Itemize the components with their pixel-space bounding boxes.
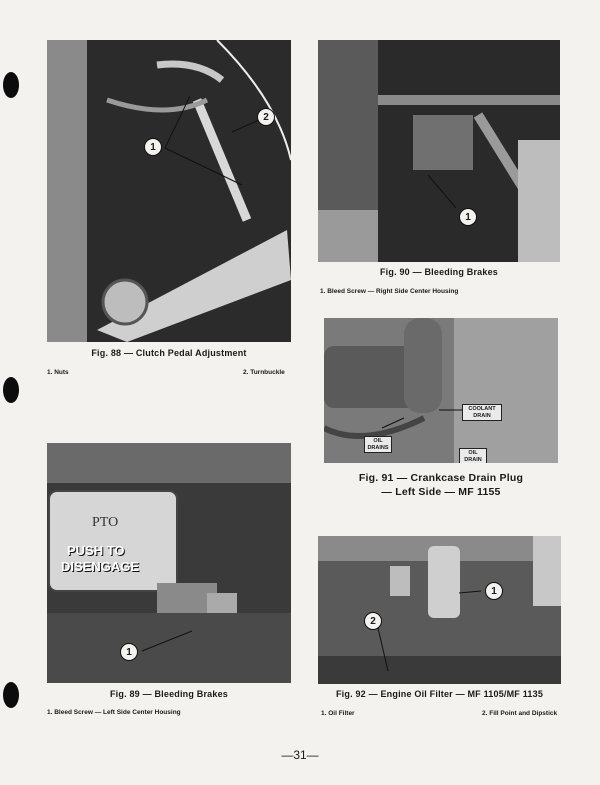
pto-label: PTO [92,515,119,530]
callout-2: 2 [257,108,275,126]
oil-drains-tag: OIL DRAINS [364,436,392,453]
fig88-legend-right: 2. Turnbuckle [243,369,285,376]
fig90-photo [318,40,560,262]
callout-2: 2 [364,612,382,630]
fig89-caption: Fig. 89 — Bleeding Brakes [109,689,229,699]
callout-1: 1 [120,643,138,661]
fig90-legend: 1. Bleed Screw — Right Side Center Housing [320,288,459,295]
fig91-photo [324,318,558,463]
binder-hole [3,682,19,708]
disengage-label: DISENGAGE [61,559,140,574]
fig91-caption-line2: — Left Side — MF 1155 [381,486,501,498]
fig88-photo [47,40,291,342]
binder-hole [3,377,19,403]
fig92-legend-left: 1. Oil Filter [321,710,355,717]
fig92-photo [318,536,561,684]
page-number: —31— [281,748,319,762]
callout-1: 1 [459,208,477,226]
oil-drain-tag: OIL DRAIN [459,448,487,463]
fig91-caption-line1: Fig. 91 — Crankcase Drain Plug [358,472,524,484]
coolant-drain-tag: COOLANT DRAIN [462,404,502,421]
binder-hole [3,72,19,98]
push-to-label: PUSH TO [67,543,125,558]
fig92-caption: Fig. 92 — Engine Oil Filter — MF 1105/MF 1135 [335,689,544,699]
callout-1: 1 [144,138,162,156]
fig92-legend-right: 2. Fill Point and Dipstick [482,710,558,717]
fig88-caption: Fig. 88 — Clutch Pedal Adjustment [91,348,247,358]
fig89-legend: 1. Bleed Screw — Left Side Center Housing [47,709,181,716]
fig89-photo [47,443,291,683]
fig88-legend-left: 1. Nuts [47,369,69,376]
fig90-caption: Fig. 90 — Bleeding Brakes [379,267,499,277]
callout-1: 1 [485,582,503,600]
